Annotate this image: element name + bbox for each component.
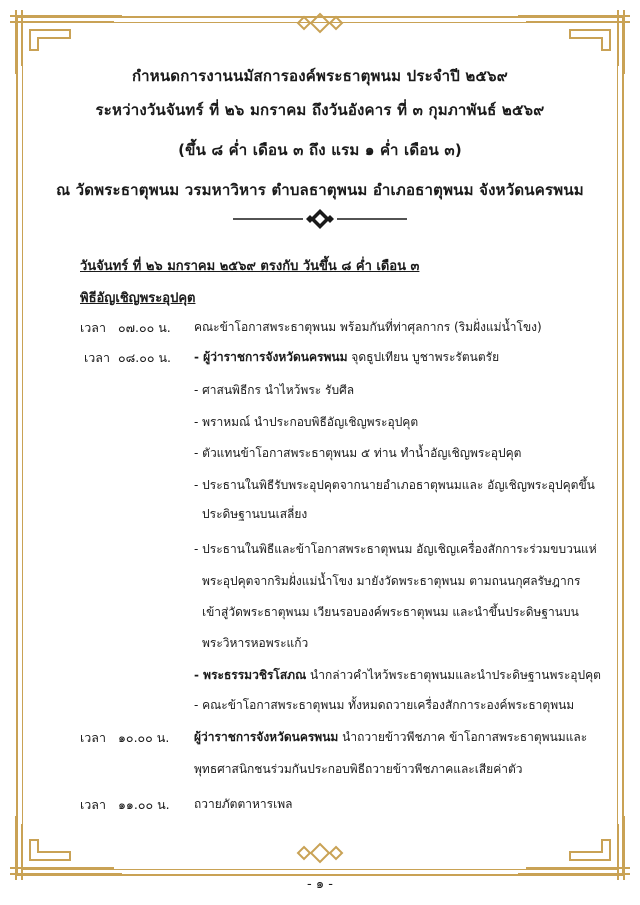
title-line-2: ระหว่างวันจันทร์ ที่ ๒๖ มกราคม ถึงวันอังคาร ที่ ๓ กุมภาพันธ์ ๒๕๖๙	[95, 101, 545, 119]
section-heading: พิธีอัญเชิญพระอุปคุต	[80, 291, 196, 306]
header-divider-ornament	[233, 208, 407, 230]
schedule-line: ผู้ว่าราชการจังหวัดนครพนม นำถวายข้าวพีชภาค ข้าโอกาสพระธาตุพนมและ	[194, 730, 588, 744]
schedule-time-label: เวลา	[80, 320, 106, 335]
corner-ornament-bottom-left	[10, 810, 130, 880]
top-diamond-ornament	[290, 12, 350, 34]
schedule-time-label: เวลา	[80, 797, 106, 812]
title-line-1: กำหนดการงานนมัสการองค์พระธาตุพนม ประจำปี ๒๕๖๙	[132, 67, 508, 85]
schedule-time-label: เวลา	[80, 730, 106, 745]
schedule-line: พุทธศาสนิกชนร่วมกันประกอบพิธีถวายข้าวพีชภาคและเสียค่าตัว	[194, 762, 523, 776]
schedule-line: พระวิหารหอพระแก้ว	[202, 636, 309, 650]
schedule-time: ๐๗.๐๐ น.	[118, 320, 171, 335]
schedule-line: - พราหมณ์ นำประกอบพิธีอัญเชิญพระอุปคุต	[194, 415, 419, 429]
schedule-line: เข้าสู่วัดพระธาตุพนม เวียนรอบองค์พระธาตุพนม และนำขึ้นประดิษฐานบน	[202, 605, 579, 619]
schedule-line: - ประธานในพิธีและข้าโอกาสพระธาตุพนม อัญเชิญเครื่องสักการะร่วมขบวนแห่	[194, 542, 597, 556]
schedule-line: - คณะข้าโอกาสพระธาตุพนม ทั้งหมดถวายเครื่องสักการะองค์พระธาตุพนม	[194, 698, 575, 712]
title-line-4: ณ วัดพระธาตุพนม วรมหาวิหาร ตำบลธาตุพนม อำเภอธาตุพนม จังหวัดนครพนม	[56, 181, 584, 199]
schedule-line: - พระธรรมวชิรโสภณ นำกล่าวคำไหว้พระธาตุพนมและนำประดิษฐานพระอุปคุต	[194, 668, 601, 682]
corner-ornament-bottom-right	[510, 810, 630, 880]
schedule-line: ถวายภัตตาหารเพล	[194, 797, 293, 811]
schedule-line: ประดิษฐานบนเสลี่ยง	[202, 507, 308, 521]
schedule-time-label: เวลา	[84, 350, 110, 365]
page-number: - ๑ -	[307, 877, 333, 892]
schedule-time: ๐๘.๐๐ น.	[118, 350, 171, 365]
schedule-line: - ศาสนพิธีกร นำไหว้พระ รับศีล	[194, 383, 355, 397]
schedule-line: - ประธานในพิธีรับพระอุปคุตจากนายอำเภอธาตุพนมและ อัญเชิญพระอุปคุตขึ้น	[194, 478, 595, 492]
title-line-3: (ขึ้น ๘ ค่ำ เดือน ๓ ถึง แรม ๑ ค่ำ เดือน ๓)	[178, 141, 462, 159]
schedule-time: ๑๑.๐๐ น.	[118, 797, 170, 812]
schedule-line: - ผู้ว่าราชการจังหวัดนครพนม จุดธูปเทียน บูชาพระรัตนตรัย	[194, 350, 500, 364]
bottom-diamond-ornament	[290, 842, 350, 864]
schedule-line: พระอุปคุตจากริมฝั่งแม่น้ำโขง มายังวัดพระธาตุพนม ตามถนนกุศลรัษฎากร	[202, 574, 581, 588]
day-heading: วันจันทร์ ที่ ๒๖ มกราคม ๒๕๖๙ ตรงกับ วันขึ้น ๘ ค่ำ เดือน ๓	[80, 259, 420, 274]
schedule-line: - ตัวแทนข้าโอกาสพระธาตุพนม ๕ ท่าน ทำน้ำอัญเชิญพระอุปคุต	[194, 446, 522, 460]
schedule-line: คณะข้าโอกาสพระธาตุพนม พร้อมกันที่ท่าศุลกากร (ริมฝั่งแม่น้ำโขง)	[194, 320, 542, 334]
schedule-time: ๑๐.๐๐ น.	[118, 730, 170, 745]
